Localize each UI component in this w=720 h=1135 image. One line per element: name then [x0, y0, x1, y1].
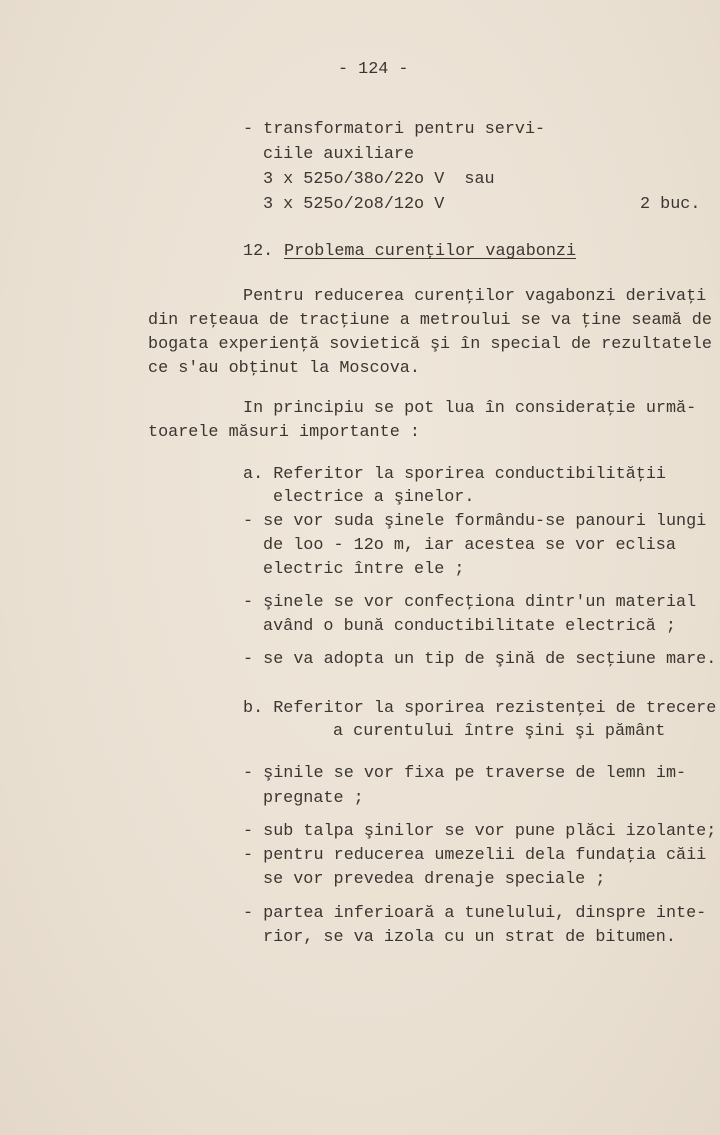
paragraph-line: bogata experienţă sovietică şi în special de rezultatele — [148, 335, 712, 354]
transformer-line: 3 x 525o/38o/22o V sau — [263, 170, 495, 189]
group-b-heading: a curentului între şini şi pământ — [333, 722, 666, 741]
transformer-line: - transformatori pentru servi- — [243, 120, 546, 139]
section-number: 12. — [243, 242, 274, 261]
paragraph-line: In principiu se pot lua în consideraţie urmă- — [243, 399, 697, 418]
list-item: - sub talpa şinilor se vor pune plăci izolante; — [243, 822, 717, 841]
paragraph-line: ce s'au obţinut la Moscova. — [148, 359, 420, 378]
list-item: - pentru reducerea umezelii dela fundaţia căii — [243, 846, 707, 865]
list-item: - se vor suda şinele formându-se panouri lungi — [243, 512, 707, 531]
list-item: - şinile se vor fixa pe traverse de lemn im- — [243, 764, 687, 783]
group-b-heading: b. Referitor la sporirea rezistenţei de trecere — [243, 699, 717, 718]
list-item: de loo - 12o m, iar acestea se vor eclisa — [263, 536, 676, 555]
transformer-line: 3 x 525o/2o8/12o V — [263, 195, 445, 214]
list-item: - partea inferioară a tunelului, dinspre inte- — [243, 904, 707, 923]
list-item: având o bună conductibilitate electrică ; — [263, 617, 676, 636]
transformer-line: ciile auxiliare — [263, 145, 415, 164]
list-item: - se va adopta un tip de şină de secţiune mare. — [243, 650, 717, 669]
paragraph-line: din reţeaua de tracţiune a metroului se va ţine seamă de — [148, 311, 712, 330]
list-item: se vor prevedea drenaje speciale ; — [263, 870, 606, 889]
paragraph-line: Pentru reducerea curenţilor vagabonzi derivaţi — [243, 287, 707, 306]
group-a-heading: electrice a şinelor. — [273, 488, 475, 507]
transformer-quantity: 2 buc. — [640, 195, 701, 214]
group-a-heading: a. Referitor la sporirea conductibilităţii — [243, 465, 666, 484]
list-item: - şinele se vor confecţiona dintr'un material — [243, 593, 697, 612]
page-number: - 124 - — [338, 60, 409, 79]
paragraph-line: toarele măsuri importante : — [148, 423, 420, 442]
list-item: pregnate ; — [263, 789, 364, 808]
list-item: electric între ele ; — [263, 560, 465, 579]
section-title: Problema curenţilor vagabonzi — [284, 242, 577, 261]
list-item: rior, se va izola cu un strat de bitumen. — [263, 928, 676, 947]
